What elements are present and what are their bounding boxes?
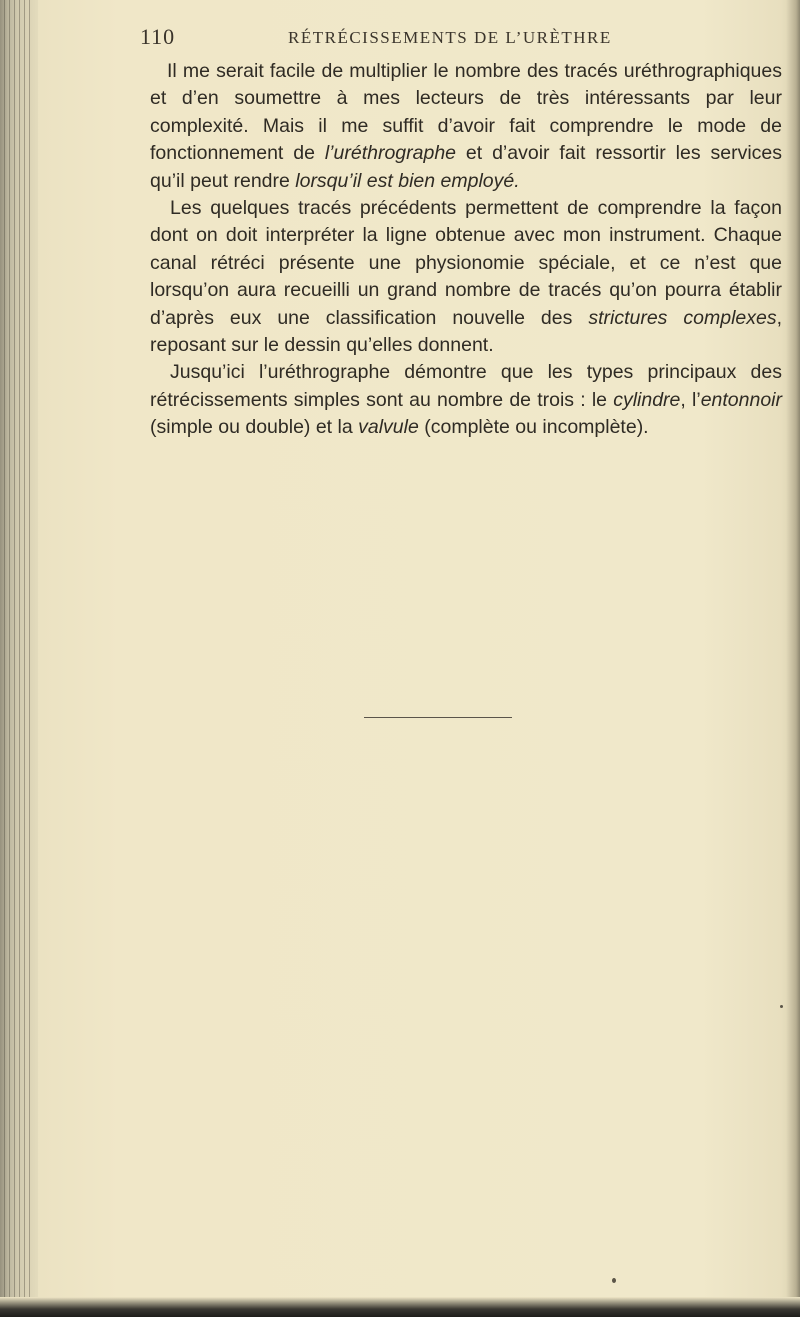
page-header [140, 24, 790, 50]
italic-run: l’uréthrographe [324, 142, 457, 165]
italic-run: lorsqu’il est bien employé. [295, 169, 520, 192]
text-run: Il me serait facile de multiplier le nombre des tracés uréthrographiques et d’en soumettre à mes lecteurs de très intéressants par leur complexité. Mais il me suffit d’avoir fait comprendre le mode de fonctionnement de [150, 60, 782, 165]
text-run: et d’avoir fait ressortir les services qu’il peut rendre [150, 142, 782, 192]
ink-speck [780, 1005, 783, 1008]
text-run: (simple ou double) et la [150, 416, 359, 439]
text-run: Jusqu’ici l’uréthrographe démontre que les types principaux des rétrécissements simples sont au nombre de trois : le [150, 361, 782, 411]
text-run: , reposant sur le dessin qu’elles donnent. [150, 306, 783, 357]
page-number: 110 [140, 24, 176, 49]
paragraph [150, 58, 782, 195]
body-text [150, 58, 782, 442]
text-run: Les quelques tracés précédents permettent de comprendre la façon dont on doit interpréter la ligne obtenue avec mon instrument. Chaque canal rétréci présente une physionomie spéciale, et ce n’est que lorsqu’on aura recueilli un grand nombre de tracés qu’on pourra établir d’après eux une classification nouvelle des [150, 197, 782, 329]
paragraph [150, 195, 782, 359]
text-run: , l’ [680, 388, 701, 411]
page-bottom-edge [0, 1297, 800, 1317]
binding-edge-lines [4, 0, 30, 1317]
running-title: RÉTRÉCISSEMENTS DE L’URÈTHRE [288, 28, 612, 47]
italic-run: cylindre [613, 388, 681, 411]
italic-run: strictures complexes [588, 306, 777, 329]
italic-run: entonnoir [700, 388, 783, 411]
paragraph [150, 359, 782, 441]
page-right-edge [786, 0, 800, 1317]
section-divider [364, 717, 512, 718]
ink-speck [612, 1278, 616, 1283]
italic-run: valvule [358, 416, 419, 439]
text-run: (complète ou incomplète). [418, 416, 649, 439]
